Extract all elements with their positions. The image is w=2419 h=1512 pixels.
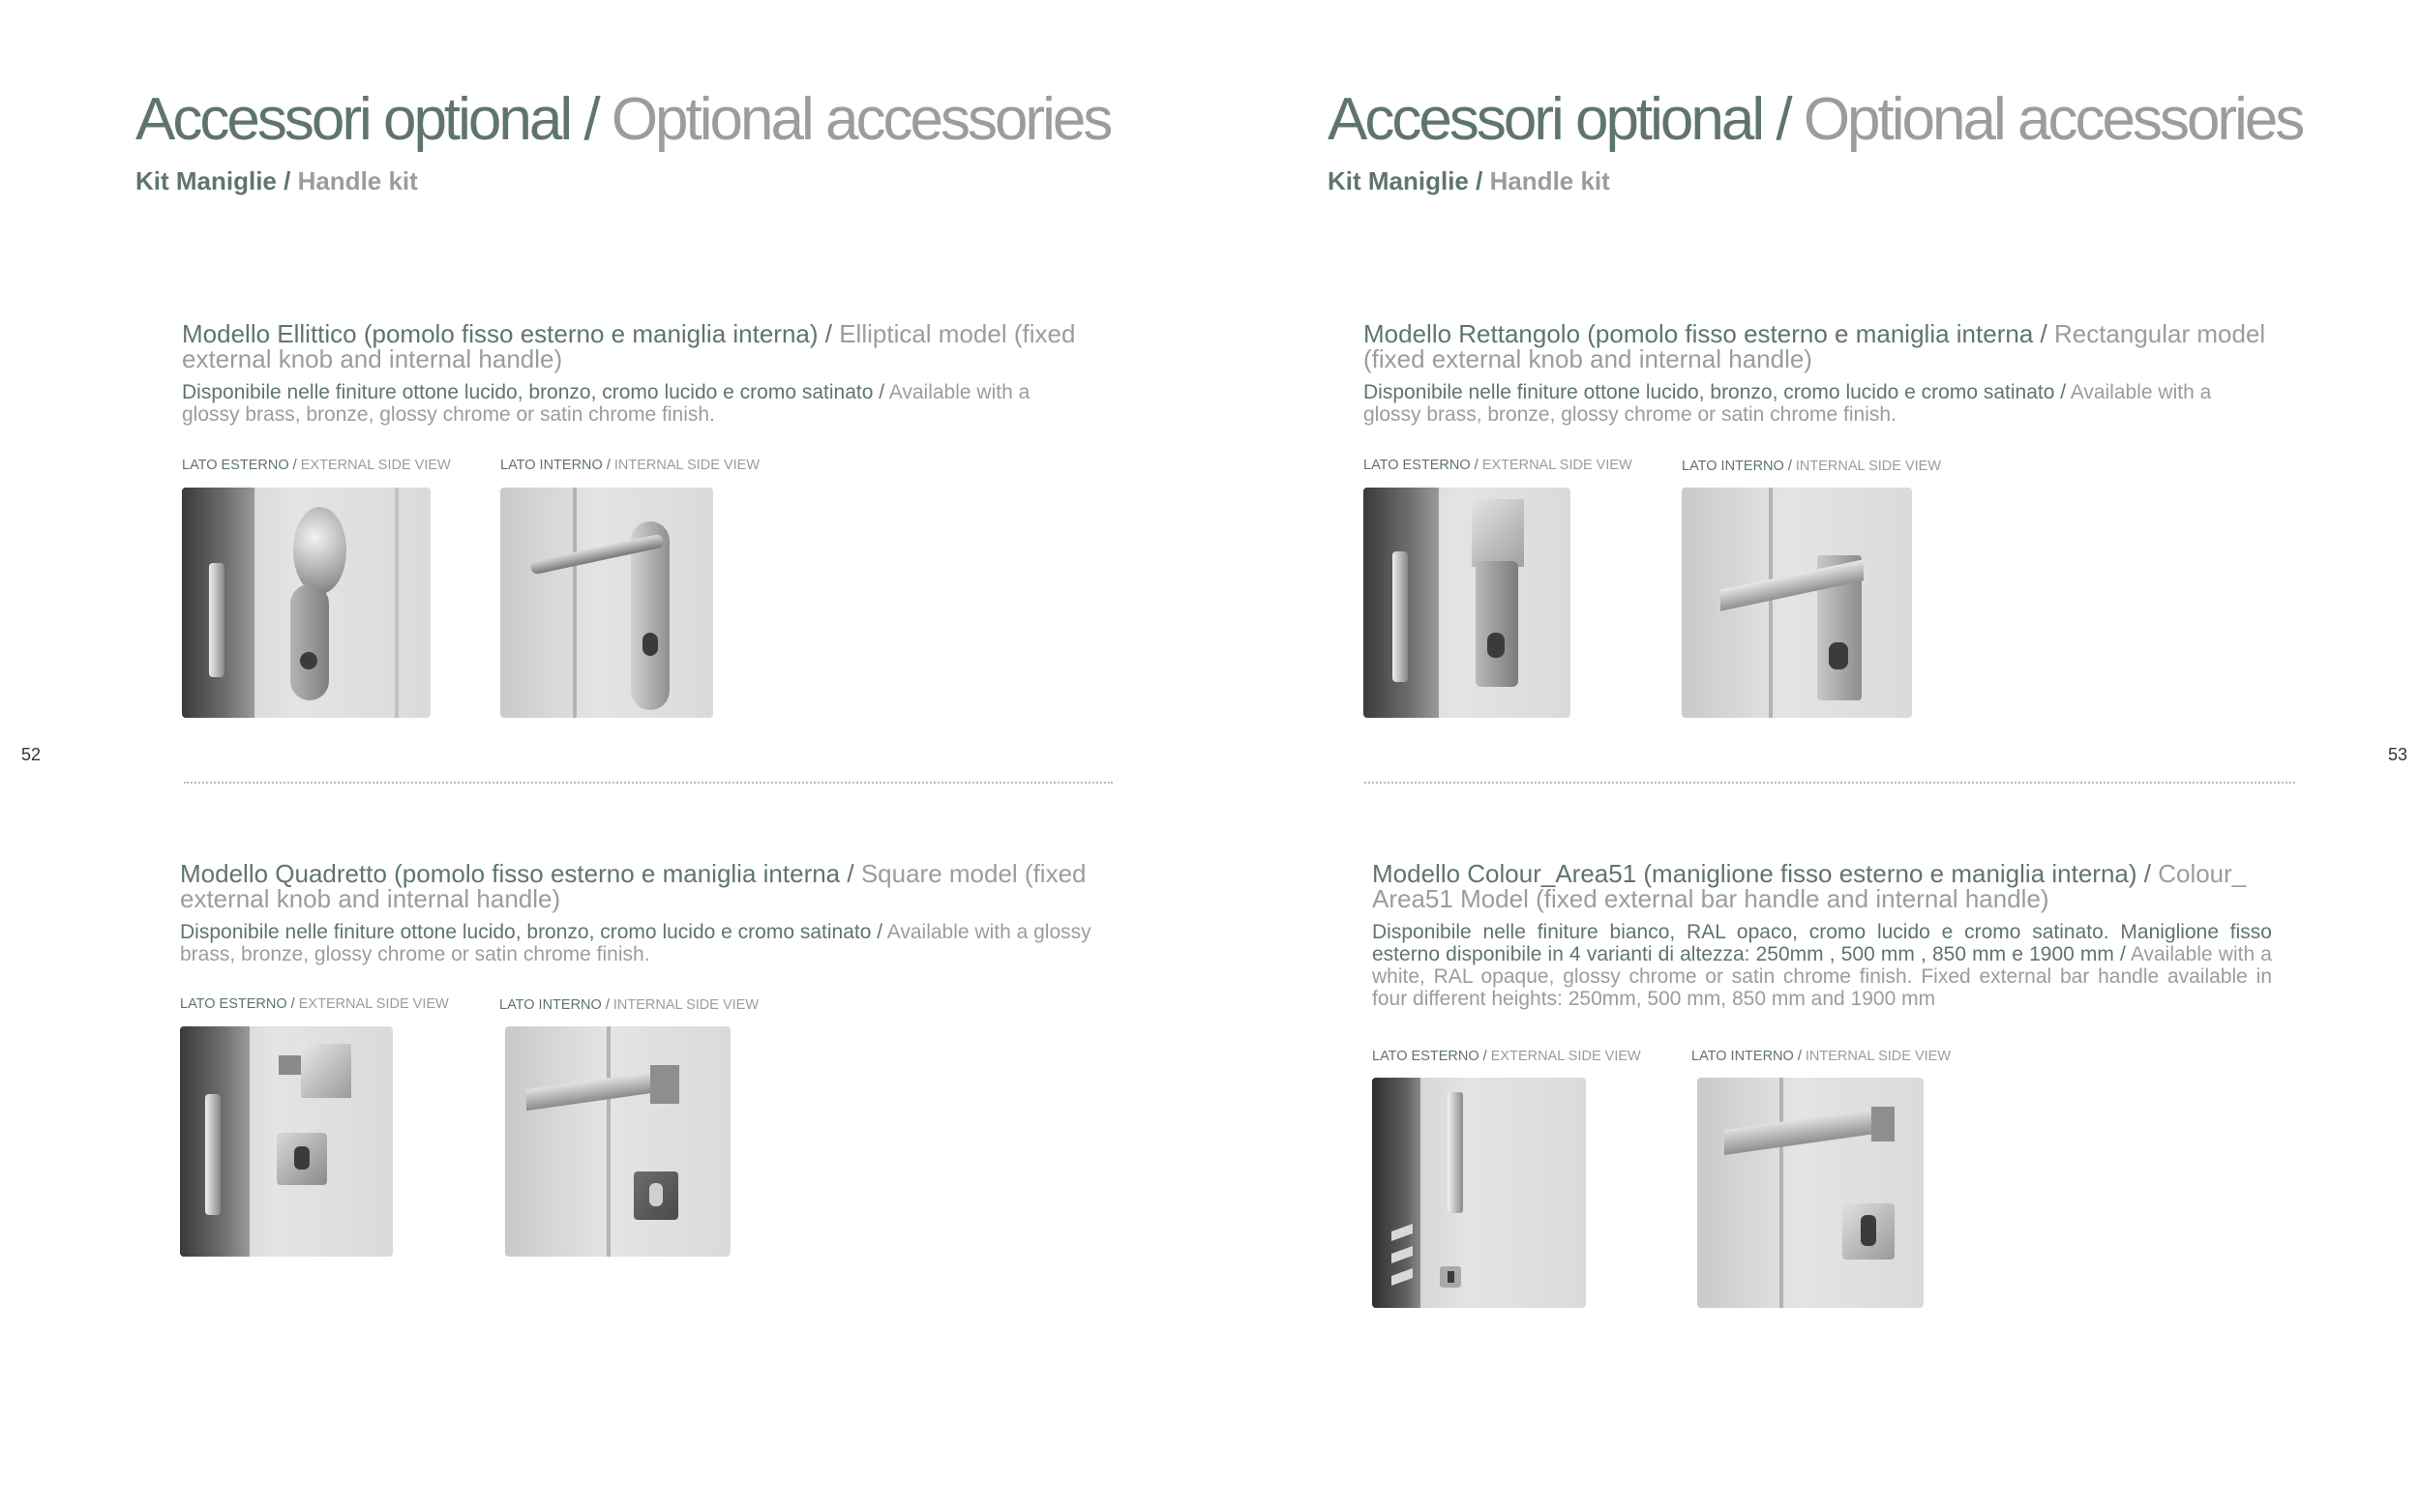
page-number: 53: [2388, 745, 2408, 764]
section-divider: [184, 782, 1113, 784]
model-description: Disponibile nelle finiture bianco, RAL opaco, cromo lucido e cromo satinato. Maniglione fisso esterno disponibile in 4 varianti di altezza: 250mm , 500 mm , 850 mm e 1900 mm / Available with a white, RAL opaque, glossy chrome or satin chrome finish. Fixed external bar handle available in four different heights: 250mm, 500 mm, 850 mm and 1900 mm: [1372, 921, 2272, 1010]
page-subtitle: Kit Maniglie / Handle kit: [135, 166, 418, 195]
internal-view-label: LATO INTERNO / INTERNAL SIDE VIEW: [1682, 459, 1942, 474]
section-divider: [1364, 782, 2295, 784]
internal-view-label: LATO INTERNO / INTERNAL SIDE VIEW: [1691, 1049, 1952, 1064]
page-subtitle: Kit Maniglie / Handle kit: [1328, 166, 1610, 195]
model-description: Disponibile nelle finiture ottone lucido, bronzo, cromo lucido e cromo satinato / Available with a glossy brass, bronze, glossy chrome or satin chrome finish.: [180, 921, 1091, 965]
model-title: Modello Quadretto (pomolo fisso esterno e maniglia interna / Square model (fixed external knob and internal handle): [180, 859, 1087, 913]
model-description: Disponibile nelle finiture ottone lucido, bronzo, cromo lucido e cromo satinato / Available with a glossy brass, bronze, glossy chrome or satin chrome finish.: [1363, 381, 2212, 426]
model-elliptical: [182, 321, 1091, 426]
model-colour-area51: [1372, 861, 2272, 1010]
page-title: Accessori optional / Optional accessories: [135, 86, 1111, 153]
rectangular-internal-photo: [1682, 488, 1912, 718]
internal-view-label: LATO INTERNO / INTERNAL SIDE VIEW: [500, 458, 761, 473]
model-square: [180, 861, 1099, 965]
external-view-label: LATO ESTERNO / EXTERNAL SIDE VIEW: [180, 996, 449, 1012]
model-rectangular: [1363, 321, 2273, 426]
model-title: Modello Rettangolo (pomolo fisso esterno e maniglia interna / Rectangular model (fixed external knob and internal handle): [1363, 319, 2266, 373]
external-view-label: LATO ESTERNO / EXTERNAL SIDE VIEW: [1372, 1049, 1641, 1064]
page-title: Accessori optional / Optional accessories: [1328, 86, 2303, 153]
external-view-label: LATO ESTERNO / EXTERNAL SIDE VIEW: [1363, 458, 1632, 473]
colour-area51-internal-photo: [1697, 1078, 1924, 1308]
model-title: Modello Ellittico (pomolo fisso esterno e maniglia interna) / Elliptical model (fixed external knob and internal handle): [182, 319, 1076, 373]
internal-view-label: LATO INTERNO / INTERNAL SIDE VIEW: [499, 997, 760, 1013]
page-number: 52: [21, 745, 42, 764]
model-description: Disponibile nelle finiture ottone lucido, bronzo, cromo lucido e cromo satinato / Available with a glossy brass, bronze, glossy chrome or satin chrome finish.: [182, 381, 1030, 426]
external-view-label: LATO ESTERNO / EXTERNAL SIDE VIEW: [182, 458, 451, 473]
elliptical-internal-photo: [500, 488, 713, 718]
colour-area51-external-photo: [1372, 1078, 1586, 1308]
square-external-photo: [180, 1026, 393, 1257]
square-internal-photo: [505, 1026, 731, 1257]
elliptical-external-photo: [182, 488, 431, 718]
model-title: Modello Colour_Area51 (maniglione fisso esterno e maniglia interna) / Colour_ Area51 Model (fixed external bar handle and internal handle): [1372, 859, 2247, 913]
rectangular-external-photo: [1363, 488, 1570, 718]
right-page: [1210, 0, 2419, 1512]
